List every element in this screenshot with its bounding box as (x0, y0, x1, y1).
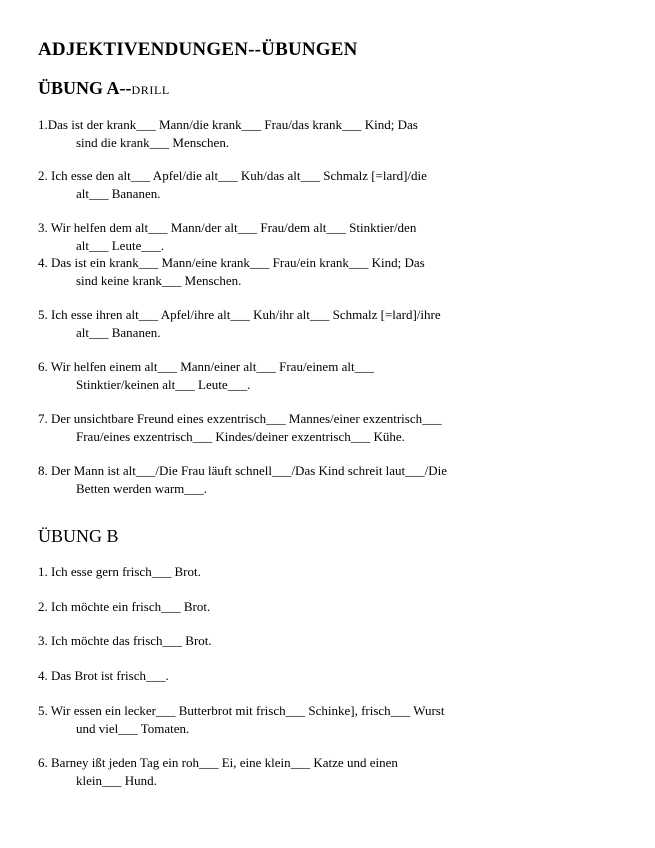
document-title: ADJEKTIVENDUNGEN--ÜBUNGEN (38, 39, 358, 60)
exercise-line: 7. Der unsichtbare Freund eines exzentrisch___ Mannes/einer exzentrisch___ (38, 411, 442, 426)
exercise-b-item-3 (38, 632, 518, 650)
exercise-line: 5. Wir essen ein lecker___ Butterbrot mit frisch___ Schinke], frisch___ Wurst (38, 703, 445, 718)
exercise-line: 4. Das ist ein krank___ Mann/eine krank___ Frau/ein krank___ Kind; Das (38, 255, 425, 270)
exercise-line: 3. Wir helfen dem alt___ Mann/der alt___ Frau/dem alt___ Stinktier/den (38, 220, 417, 235)
exercise-a-item-1 (38, 116, 518, 151)
exercise-a-item-6 (38, 358, 518, 393)
exercise-line: 4. Das Brot ist frisch___. (38, 668, 169, 683)
section-heading-uebung-b: ÜBUNG B (38, 526, 119, 546)
exercise-line: 1. Ich esse gern frisch___ Brot. (38, 564, 201, 579)
exercise-line-continued: alt___ Leute___. (76, 237, 165, 253)
exercise-line: 8. Der Mann ist alt___/Die Frau läuft schnell___/Das Kind schreit laut___/Die (38, 463, 448, 478)
exercise-line-continued: Frau/eines exzentrisch___ Kindes/deiner exzentrisch___ Kühe. (76, 428, 405, 444)
exercise-b-item-6 (38, 754, 518, 789)
exercise-line-continued: klein___ Hund. (76, 772, 157, 788)
exercise-a-item-2 (38, 167, 518, 202)
exercise-line: 5. Ich esse ihren alt___ Apfel/ihre alt___ Kuh/ihr alt___ Schmalz [=lard]/ihre (38, 307, 441, 322)
exercise-a-item-3 (38, 219, 518, 254)
section-heading-uebung-a (38, 78, 170, 99)
exercise-line: 3. Ich möchte das frisch___ Brot. (38, 633, 212, 648)
exercise-line-continued: alt___ Bananen. (76, 185, 161, 201)
exercise-b-item-5 (38, 702, 518, 737)
exercise-line: 2. Ich möchte ein frisch___ Brot. (38, 599, 211, 614)
exercise-b-item-2 (38, 598, 518, 616)
exercise-a-item-4 (38, 254, 518, 289)
exercise-a-item-5 (38, 306, 518, 341)
exercise-line-continued: und viel___ Tomaten. (76, 720, 190, 736)
exercise-line: 2. Ich esse den alt___ Apfel/die alt___ Kuh/das alt___ Schmalz [=lard]/die (38, 168, 427, 183)
exercise-b-item-1 (38, 563, 518, 581)
exercise-line-continued: Betten werden warm___. (76, 480, 208, 496)
exercise-line-continued: sind keine krank___ Menschen. (76, 272, 242, 288)
exercise-line: 6. Barney ißt jeden Tag ein roh___ Ei, eine klein___ Katze und einen (38, 755, 398, 770)
exercise-line-continued: alt___ Bananen. (76, 324, 161, 340)
exercise-a-item-7 (38, 410, 518, 445)
exercise-a-item-8 (38, 462, 518, 497)
exercise-b-item-4 (38, 667, 518, 685)
exercise-line-continued: sind die krank___ Menschen. (76, 134, 230, 150)
exercise-line: 1.Das ist der krank___ Mann/die krank___ Frau/das krank___ Kind; Das (38, 117, 418, 132)
exercise-line: 6. Wir helfen einem alt___ Mann/einer alt___ Frau/einem alt___ (38, 359, 375, 374)
exercise-line-continued: Stinktier/keinen alt___ Leute___. (76, 376, 251, 392)
section-heading-uebung-a-suffix: DRILL (131, 83, 170, 97)
section-heading-uebung-a-text: ÜBUNG A-- (38, 78, 132, 98)
